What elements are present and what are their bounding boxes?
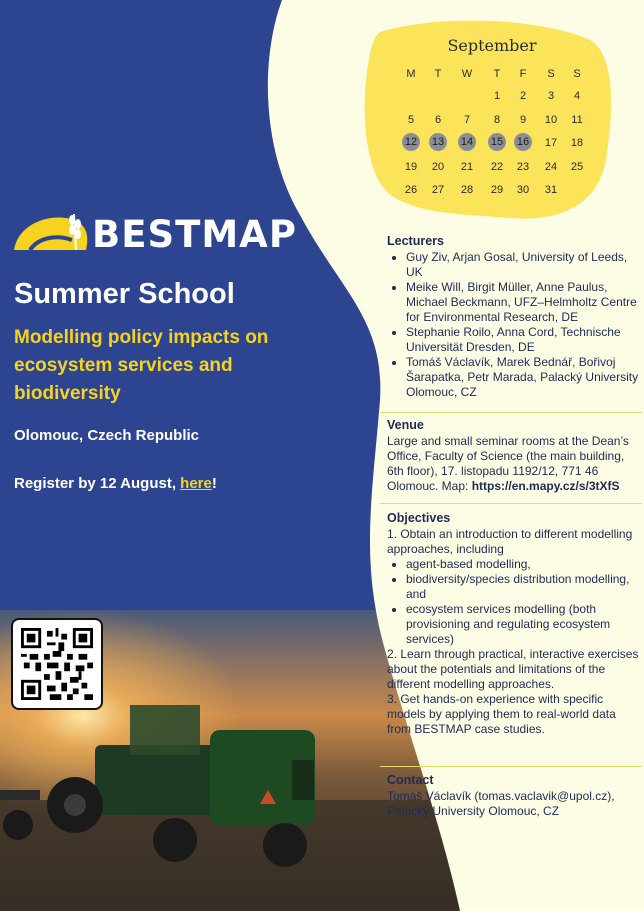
calendar-day: 6 — [434, 113, 442, 126]
venue-section — [380, 418, 642, 494]
calendar-day — [425, 133, 451, 151]
weekday-label: F — [519, 68, 527, 80]
calendar-day: 18 — [570, 137, 584, 149]
lecturers-list — [380, 250, 642, 400]
calendar-day: 5 — [407, 113, 415, 126]
calendar-day: 19 — [404, 160, 418, 173]
highlighted-day: 13 — [429, 133, 447, 151]
lecturer-item: • Guy Ziv, Arjan Gosal, University of Leeds, UK — [406, 250, 642, 280]
objective-1: 1. Obtain an introduction to different modelling approaches, including — [387, 527, 633, 556]
register-prefix: Register by 12 August, — [14, 475, 181, 492]
divider — [380, 766, 642, 767]
weekday-label: T — [493, 68, 501, 80]
register-text — [14, 475, 217, 492]
lecturer-item: • Stephanie Roilo, Anna Cord, Technische Universität Dresden, DE — [406, 325, 642, 355]
calendar-day: 29 — [490, 184, 504, 196]
calendar-day: 30 — [516, 184, 530, 196]
highlighted-day: 14 — [458, 133, 476, 151]
objectives-list — [387, 557, 642, 647]
calendar-day: 3 — [547, 90, 555, 102]
qr-code-icon — [21, 628, 93, 700]
calendar-day: 11 — [571, 113, 583, 126]
calendar-day — [510, 133, 536, 151]
calendar-day: 8 — [493, 113, 501, 126]
register-link[interactable]: here — [180, 475, 212, 492]
brand-name: BESTMAP — [92, 213, 297, 256]
objective-item: • agent-based modelling, — [406, 557, 642, 572]
lecturers-heading: Lecturers — [387, 234, 444, 248]
page-title: Summer School — [14, 278, 235, 310]
weekday-label: S — [547, 68, 555, 80]
weekday-label: T — [434, 68, 442, 80]
contact-section — [380, 773, 642, 819]
highlighted-day: 12 — [402, 133, 420, 151]
calendar-day: 20 — [431, 160, 445, 173]
calendar-day: 1 — [493, 90, 501, 102]
calendar-day: 24 — [544, 160, 558, 173]
page-subtitle: Modelling policy impacts on ecosystem services and biodiversity — [14, 327, 269, 404]
lecturers-section — [380, 234, 642, 400]
objective-item: • biodiversity/species distribution modelling, and — [406, 572, 642, 602]
venue-text — [387, 434, 642, 494]
calendar-day: 4 — [573, 90, 581, 102]
calendar-day — [398, 133, 424, 151]
calendar-day: 28 — [460, 184, 474, 196]
calendar-day: 2 — [519, 90, 527, 102]
calendar-day: 25 — [570, 160, 584, 173]
calendar-day: 26 — [404, 184, 418, 196]
objective-3: 3. Get hands-on experience with specific models by applying them to real-world data from BESTMAP case studies. — [387, 692, 616, 736]
qr-code[interactable] — [13, 620, 101, 708]
calendar-day: 9 — [519, 113, 527, 126]
contact-heading: Contact — [387, 773, 434, 787]
calendar-day: 22 — [490, 160, 504, 173]
venue-map-link[interactable]: https://en.mapy.cz/s/3tXfS — [471, 479, 620, 493]
divider — [380, 412, 642, 413]
objective-item: • ecosystem services modelling (both provisioning and regulating ecosystem services) — [406, 602, 642, 647]
venue-heading: Venue — [387, 418, 424, 432]
calendar-day: 17 — [544, 137, 558, 149]
venue-description: Large and small seminar rooms at the Dean’s Office, Faculty of Science (the main building, 6th floor), 17. listopadu 1192/12, 771 46 Olomouc. Map: — [387, 434, 629, 493]
calendar-day: 21 — [460, 160, 474, 173]
calendar-day — [484, 133, 510, 151]
weekday-label: W — [461, 68, 473, 80]
weekday-label: M — [406, 68, 416, 80]
weekday-label: S — [573, 68, 581, 80]
location-text: Olomouc, Czech Republic — [14, 427, 200, 444]
lecturer-item: • Tomáš Václavík, Marek Bednář, Bořivoj Šarapatka, Petr Marada, Palacký University Olomouc, CZ — [406, 355, 642, 400]
calendar-day — [454, 133, 480, 151]
objective-2: 2. Learn through practical, interactive exercises about the potentials and limitations of the different modelling approaches. — [387, 647, 639, 691]
highlighted-day: 15 — [488, 133, 506, 151]
calendar-day: 23 — [516, 160, 530, 173]
calendar-month: September — [447, 36, 537, 55]
calendar-day: 31 — [544, 184, 558, 196]
objectives-heading: Objectives — [387, 511, 451, 525]
highlighted-day: 16 — [514, 133, 532, 151]
contact-text: Tomáš Václavík (tomas.vaclavik@upol.cz), Palacký University Olomouc, CZ — [387, 789, 615, 818]
calendar — [398, 36, 594, 196]
calendar-day: 27 — [431, 184, 445, 196]
register-suffix: ! — [211, 475, 217, 492]
calendar-day: 7 — [463, 113, 471, 126]
objectives-section — [380, 511, 642, 737]
lecturer-item: • Meike Will, Birgit Müller, Anne Paulus, Michael Beckmann, UFZ–Helmholtz Centre for Environmental Research, DE — [406, 280, 642, 325]
calendar-day: 10 — [544, 113, 558, 126]
divider — [380, 503, 642, 504]
